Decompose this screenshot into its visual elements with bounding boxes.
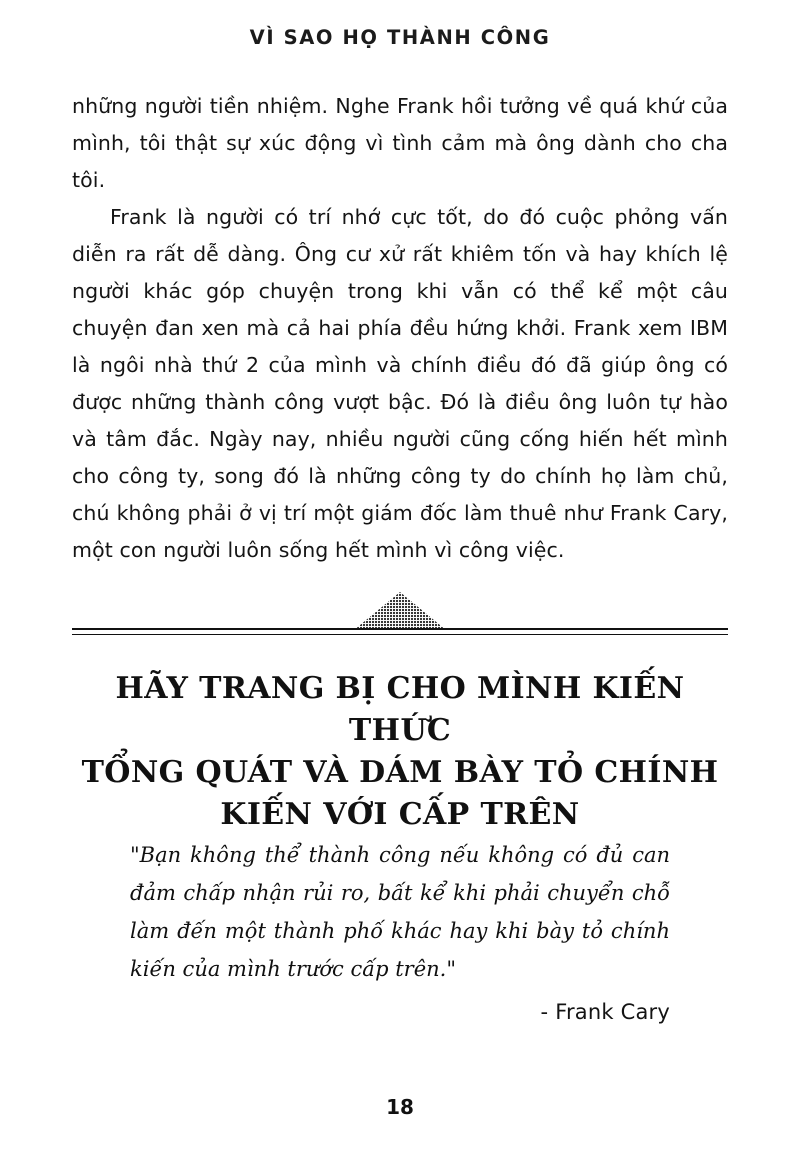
pull-quote-text: "Bạn không thể thành công nếu không có đủ can đảm chấp nhận rủi ro, bất kể khi phải chuyển chỗ làm đến một thành phố khác hay khi bày tỏ chính kiến của mình trước cấp trên." xyxy=(130,843,670,981)
section-heading xyxy=(60,668,740,836)
pull-quote-attribution: - Frank Cary xyxy=(540,1000,670,1024)
paragraph-frank-cary: Frank là người có trí nhớ cực tốt, do đó cuộc phỏng vấn diễn ra rất dễ dàng. Ông cư xử rất khiêm tốn và hay khích lệ người khác góp chuyện trong khi vẫn có thể kể một câu chuyện đan xen mà cả hai phía đều hứng khởi. Frank xem IBM là ngôi nhà thứ 2 của mình và chính điều đó đã giúp ông có được những thành công vượt bậc. Đó là điều ông luôn tự hào và tâm đắc. Ngày nay, nhiều người cũng cống hiến hết mình cho công ty, song đó là những công ty do chính họ làm chủ, chú không phải ở vị trí một giám đốc làm thuê như Frank Cary, một con người luôn sống hết mình vì công việc. xyxy=(72,205,728,562)
triangle-ornament-icon xyxy=(354,592,446,630)
running-header: VÌ SAO HỌ THÀNH CÔNG xyxy=(249,26,551,49)
divider-rule-bottom xyxy=(72,634,728,635)
page-number: 18 xyxy=(386,1095,414,1119)
paragraph-continued: những người tiền nhiệm. Nghe Frank hồi tưởng về quá khứ của mình, tôi thật sự xúc động vì tình cảm mà ông dành cho cha tôi. xyxy=(72,94,728,192)
section-heading-line-3: KIẾN VỚI CẤP TRÊN xyxy=(220,797,580,832)
section-heading-line-1: HÃY TRANG BỊ CHO MÌNH KIẾN THỨC xyxy=(115,671,685,748)
section-heading-line-2: TỔNG QUÁT VÀ DÁM BÀY TỎ CHÍNH xyxy=(81,755,719,790)
pull-quote xyxy=(130,836,670,1024)
ornament-divider xyxy=(72,584,728,646)
body-text-block xyxy=(72,88,728,569)
divider-rule-top xyxy=(72,628,728,630)
